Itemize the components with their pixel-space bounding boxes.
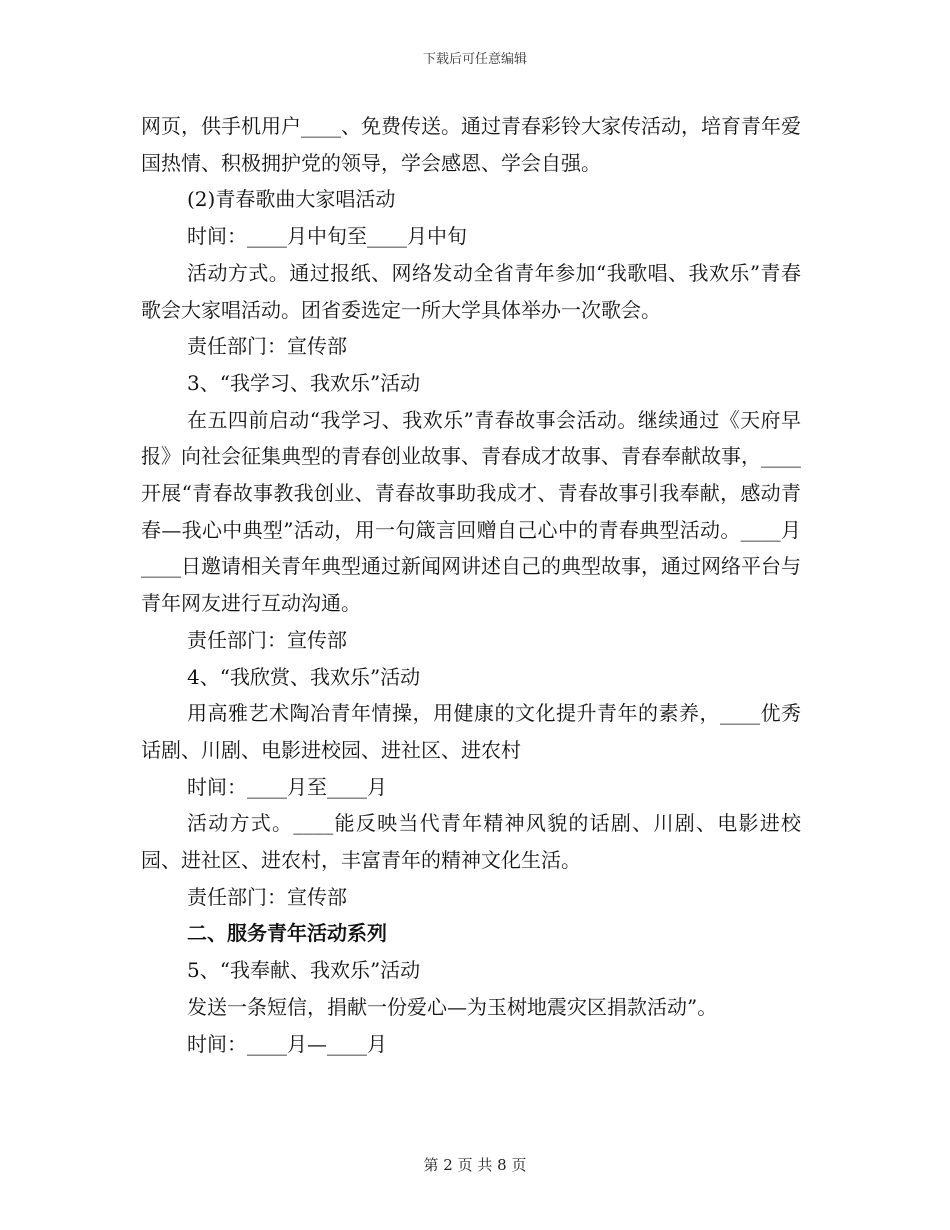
paragraph-12: 活动方式。____能反映当代青年精神风貌的话剧、川剧、电影进校园、进社区、进农村，丰富青年的精神文化生活。	[141, 811, 801, 873]
paragraph-7: 在五四前启动“我学习、我欢乐”青春故事会活动。继续通过《天府早报》向社会征集典型的青春创业故事、青春成才故事、青春奉献故事，____开展“青春故事教我创业、青春故事助我成才、青春故事引我奉献，感动青春—我心中典型”活动，用一句箴言回赠自己心中的青春典型活动。____月____日邀请相关青年典型通过新闻网讲述自己的典型故事，通过网络平台与青年网友进行互动沟通。	[141, 407, 801, 616]
paragraph-13: 责任部门：宣传部	[187, 884, 347, 909]
paragraph-8: 责任部门：宣传部	[187, 627, 347, 652]
paragraph-5: 责任部门：宣传部	[187, 334, 347, 359]
paragraph-2: (2)青春歌曲大家唱活动	[187, 187, 396, 212]
paragraph-9: 4、“我欣赏、我欢乐”活动	[187, 664, 421, 689]
paragraph-6: 3、“我学习、我欢乐”活动	[187, 370, 421, 395]
paragraph-16: 发送一条短信，捐献一份爱心—为玉树地震灾区捐款活动”。	[187, 994, 718, 1019]
paragraph-4: 活动方式。通过报纸、网络发动全省青年参加“我歌唱、我欢乐”青春歌会大家唱活动。团省委选定一所大学具体举办一次歌会。	[141, 260, 801, 322]
paragraph-10: 用高雅艺术陶冶青年情操，用健康的文化提升青年的素养，____优秀话剧、川剧、电影进校园、进社区、进农村	[141, 701, 801, 762]
document-body	[141, 108, 801, 1062]
paragraph-11: 时间：____月至____月	[187, 774, 387, 799]
paragraph-17: 时间：____月—____月	[187, 1031, 387, 1056]
paragraph-15: 5、“我奉献、我欢乐”活动	[187, 958, 421, 983]
page-footer: 第 2 页 共 8 页	[423, 1156, 527, 1174]
section-heading: 二、服务青年活动系列	[187, 921, 387, 946]
page-header: 下载后可任意编辑	[422, 52, 527, 67]
paragraph-3: 时间：____月中旬至____月中旬	[187, 224, 467, 249]
paragraph-1: 网页，供手机用户____、免费传送。通过青春彩铃大家传活动，培育青年爱国热情、积极拥护党的领导，学会感恩、学会自强。	[141, 114, 801, 175]
